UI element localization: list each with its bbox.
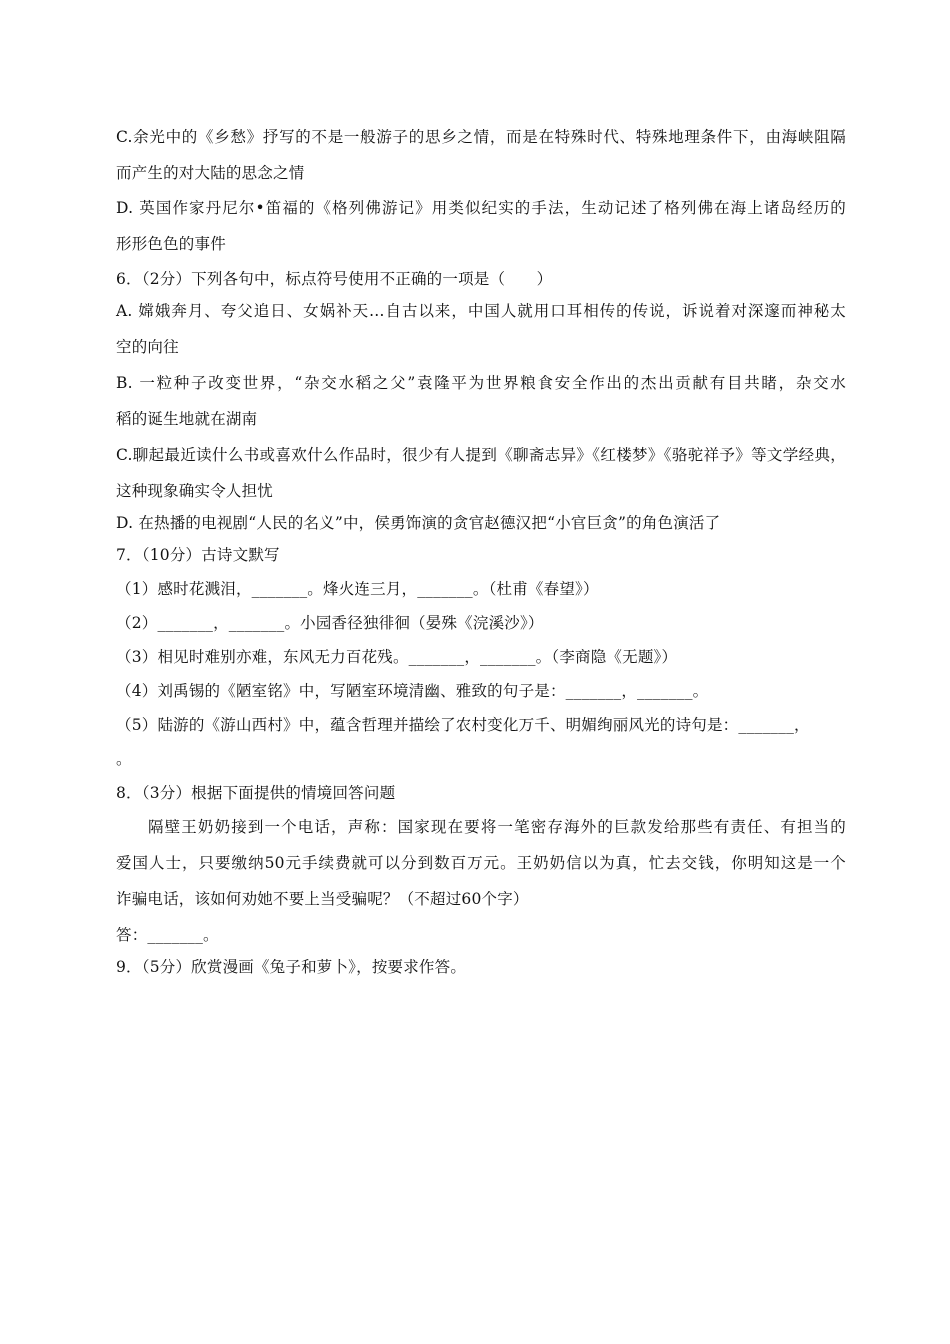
q6-option-b-line-1: B. 一粒种子改变世界，“杂交水稻之父”袁隆平为世界粮食安全作出的杰出贡献有目共睹，杂交水 bbox=[116, 374, 846, 392]
question-7-stem: 7．（10分）古诗文默写 bbox=[116, 546, 280, 564]
question-8-stem: 8．（3分）根据下面提供的情境回答问题 bbox=[116, 784, 396, 802]
q6-option-d: D. 在热播的电视剧“人民的名义”中，侯勇饰演的贪官赵德汉把“小官巨贪”的角色演活了 bbox=[116, 514, 721, 532]
q8-passage-line-3: 诈骗电话，该如何劝她不要上当受骗呢？（不超过60个字） bbox=[116, 890, 529, 908]
question-9-stem: 9．（5分）欣赏漫画《兔子和萝卜》，按要求作答。 bbox=[116, 958, 467, 976]
question-6-stem: 6．（2分）下列各句中，标点符号使用不正确的一项是（ ） bbox=[116, 270, 553, 288]
q6-option-a-line-2: 空的向往 bbox=[116, 338, 179, 356]
q7-item-1: （1）感时花溅泪，_______。烽火连三月，_______。（杜甫《春望》） bbox=[116, 580, 599, 598]
q7-item-2: （2）_______，_______。小园香径独徘徊（晏殊《浣溪沙》） bbox=[116, 614, 544, 632]
q7-item-3: （3）相见时难别亦难，东风无力百花残。_______，_______。（李商隐《无题》） bbox=[116, 648, 678, 666]
q6-option-c-line-2: 这种现象确实令人担忧 bbox=[116, 482, 274, 500]
q8-passage-line-2: 爱国人士，只要缴纳50元手续费就可以分到数百万元。王奶奶信以为真，忙去交钱，你明知这是一个 bbox=[116, 854, 846, 872]
q6-option-c-line-1: C.聊起最近读什么书或喜欢什么作品时，很少有人提到《聊斋志异》《红楼梦》《骆驼祥予》等文学经典， bbox=[116, 446, 846, 464]
option-c-line-1: C.余光中的《乡愁》抒写的不是一般游子的思乡之情，而是在特殊时代、特殊地理条件下，由海峡阻隔 bbox=[116, 128, 846, 146]
q7-item-4: （4）刘禹锡的《陋室铭》中，写陋室环境清幽、雅致的句子是：_______，_______。 bbox=[116, 682, 709, 700]
q6-option-a-line-1: A. 嫦娥奔月、夸父追日、女娲补天…自古以来，中国人就用口耳相传的传说，诉说着对深邃而神秘太 bbox=[116, 302, 846, 320]
option-d-line-2: 形形色色的事件 bbox=[116, 235, 226, 253]
q7-item-5-line-1: （5）陆游的《游山西村》中，蕴含哲理并描绘了农村变化万千、明媚绚丽风光的诗句是：_______， bbox=[116, 716, 810, 734]
q8-passage-line-1: 隔壁王奶奶接到一个电话，声称：国家现在要将一笔密存海外的巨款发给那些有责任、有担当的 bbox=[148, 818, 846, 836]
option-d-line-1: D. 英国作家丹尼尔•笛福的《格列佛游记》用类似纪实的手法，生动记述了格列佛在海上诸岛经历的 bbox=[116, 199, 846, 217]
q7-item-5-line-2: 。 bbox=[116, 750, 132, 768]
option-c-line-2: 而产生的对大陆的思念之情 bbox=[116, 164, 305, 182]
q6-option-b-line-2: 稻的诞生地就在湖南 bbox=[116, 410, 258, 428]
q8-answer-line: 答：_______。 bbox=[116, 926, 219, 944]
